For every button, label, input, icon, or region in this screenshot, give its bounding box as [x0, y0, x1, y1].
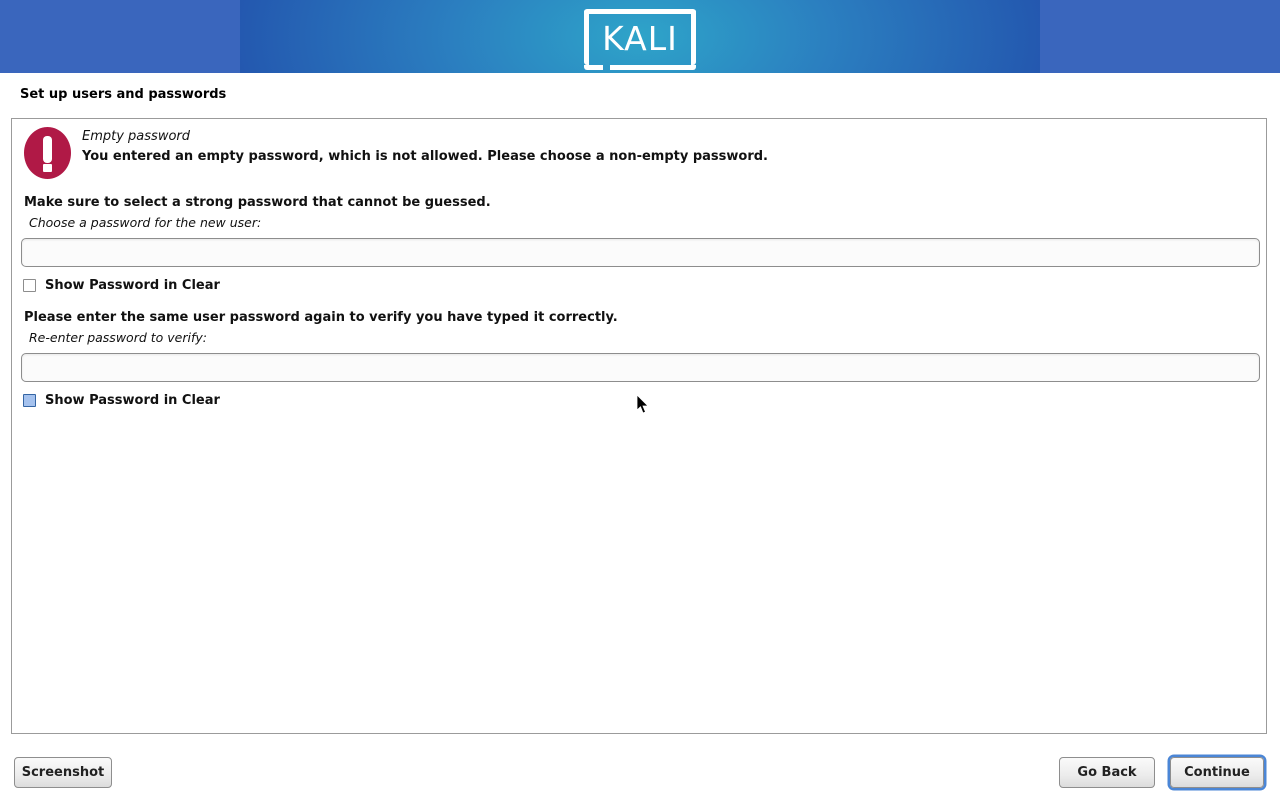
- kali-logo: [584, 9, 696, 65]
- top-banner: [0, 0, 1280, 73]
- kali-logo-frame-bar: [610, 65, 696, 70]
- verify-section-heading: Please enter the same user password again to verify you have typed it correctly.: [24, 310, 618, 325]
- page-title: Set up users and passwords: [20, 87, 227, 102]
- show-password-checkbox-1[interactable]: [23, 279, 36, 292]
- screenshot-button[interactable]: Screenshot: [14, 757, 112, 788]
- continue-button[interactable]: Continue: [1170, 757, 1264, 788]
- show-password-label-2: Show Password in Clear: [45, 393, 220, 408]
- password-section-heading: Make sure to select a strong password that cannot be guessed.: [24, 195, 491, 210]
- show-password-checkbox-row-1[interactable]: [23, 278, 220, 293]
- error-title: Empty password: [82, 129, 190, 144]
- go-back-button[interactable]: Go Back: [1059, 757, 1155, 788]
- error-exclamation-icon: [24, 127, 71, 179]
- show-password-checkbox-2[interactable]: [23, 394, 36, 407]
- kali-logo-text: KALI: [602, 18, 678, 58]
- verify-password-input[interactable]: [21, 353, 1260, 382]
- error-message: You entered an empty password, which is not allowed. Please choose a non-empty password.: [82, 149, 768, 164]
- show-password-checkbox-row-2[interactable]: [23, 393, 220, 408]
- main-content-box: [11, 118, 1267, 734]
- password-field-label: Choose a password for the new user:: [29, 215, 262, 230]
- password-input[interactable]: [21, 238, 1260, 267]
- kali-logo-frame-stub: [584, 65, 603, 70]
- banner-gradient: [240, 0, 1040, 73]
- show-password-label-1: Show Password in Clear: [45, 278, 220, 293]
- verify-field-label: Re-enter password to verify:: [29, 330, 207, 345]
